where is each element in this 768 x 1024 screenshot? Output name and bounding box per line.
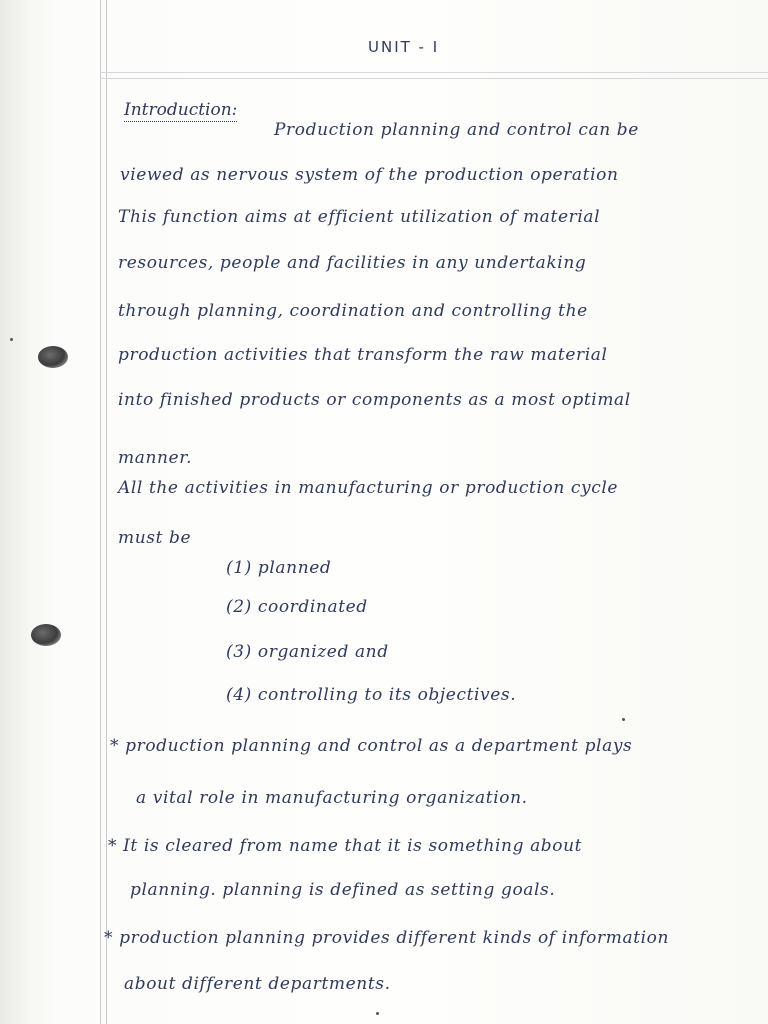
paragraph1-line: manner. bbox=[118, 448, 193, 468]
paragraph1-line: into finished products or components as a most optimal bbox=[118, 390, 631, 410]
punch-hole-bottom bbox=[31, 624, 61, 646]
page-title: UNIT - I bbox=[368, 38, 440, 56]
list-item: (2) coordinated bbox=[226, 597, 368, 617]
top-rule-2 bbox=[100, 78, 768, 79]
bullet-line: * production planning and control as a department plays bbox=[110, 736, 633, 756]
punch-hole-top bbox=[38, 346, 68, 368]
paragraph1-line: production activities that transform the raw material bbox=[118, 345, 608, 365]
ink-speck bbox=[622, 718, 625, 721]
paragraph1-line: through planning, coordination and controlling the bbox=[118, 301, 588, 321]
top-rule bbox=[100, 72, 768, 73]
list-item: (1) planned bbox=[226, 558, 332, 578]
bullet-line: about different departments. bbox=[124, 974, 391, 994]
paragraph1-line: resources, people and facilities in any undertaking bbox=[118, 253, 587, 273]
margin-line-left bbox=[100, 0, 101, 1024]
list-item: (4) controlling to its objectives. bbox=[226, 685, 517, 705]
bullet-line: * production planning provides different kinds of information bbox=[104, 928, 670, 948]
bullet-line: planning. planning is defined as setting goals. bbox=[130, 880, 556, 900]
paragraph1-line: viewed as nervous system of the production operation bbox=[120, 165, 619, 185]
paragraph1-line: Production planning and control can be bbox=[274, 120, 639, 140]
paragraph2-line: All the activities in manufacturing or production cycle bbox=[118, 478, 619, 498]
paragraph1-line: This function aims at efficient utilization of material bbox=[118, 207, 601, 227]
ink-speck bbox=[10, 338, 13, 341]
section-heading: Introduction: bbox=[124, 100, 238, 120]
paragraph2-line: must be bbox=[118, 528, 192, 548]
bullet-line: a vital role in manufacturing organization. bbox=[136, 788, 528, 808]
margin-line-left-inner bbox=[106, 0, 107, 1024]
list-item: (3) organized and bbox=[226, 642, 389, 662]
ink-speck bbox=[376, 1012, 379, 1015]
bullet-line: * It is cleared from name that it is something about bbox=[108, 836, 583, 856]
